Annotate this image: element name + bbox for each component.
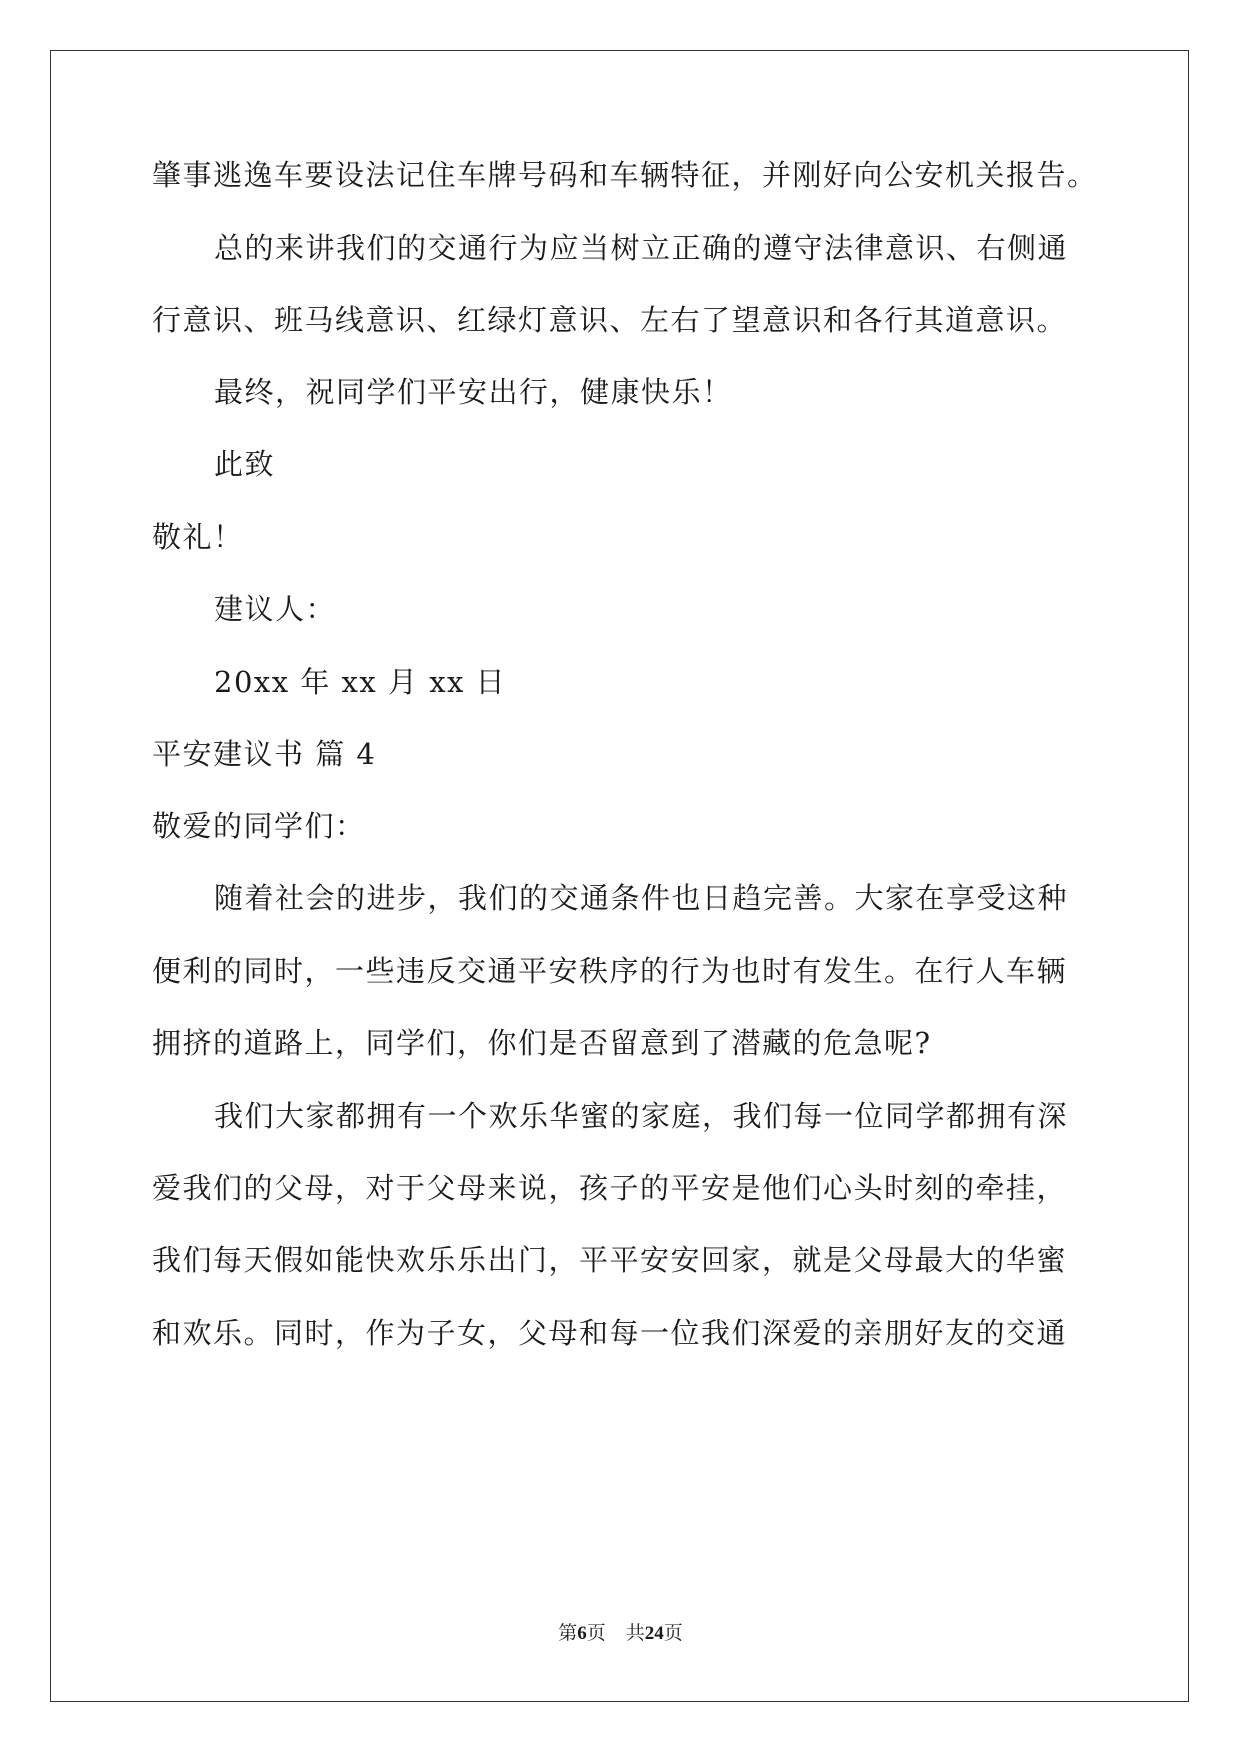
footer-page-prefix: 第 [558, 1623, 578, 1644]
footer-total-suffix: 页 [663, 1623, 683, 1644]
closing-salutation: 此致 [214, 447, 276, 481]
page-footer [0, 1622, 1241, 1646]
footer-page-suffix: 页 [586, 1623, 606, 1644]
paragraph-line: 我们每天假如能快欢乐乐出门，平平安安回家，就是父母最大的华蜜 [152, 1243, 1068, 1277]
paragraph-line: 爱我们的父母，对于父母来说，孩子的平安是他们心头时刻的牵挂， [152, 1171, 1068, 1205]
paragraph-line: 随着社会的进步，我们的交通条件也日趋完善。大家在享受这种 [214, 881, 1069, 915]
date-line: 20xx 年 xx 月 xx 日 [214, 665, 507, 699]
paragraph-line: 肇事逃逸车要设法记住车牌号码和车辆特征，并刚好向公安机关报告。 [152, 158, 1098, 192]
paragraph-line: 和欢乐。同时，作为子女，父母和每一位我们深爱的亲朋好友的交通 [152, 1316, 1068, 1350]
greeting: 敬爱的同学们： [152, 809, 366, 843]
page-border [50, 50, 1189, 1702]
section-heading: 平安建议书 篇 4 [152, 737, 377, 771]
closing-regards: 敬礼！ [152, 520, 244, 554]
footer-page-number: 6 [577, 1623, 587, 1644]
paragraph-line: 我们大家都拥有一个欢乐华蜜的家庭，我们每一位同学都拥有深 [214, 1099, 1069, 1133]
footer-total-pages: 24 [644, 1623, 664, 1644]
paragraph-line: 行意识、班马线意识、红绿灯意识、左右了望意识和各行其道意识。 [152, 303, 1068, 337]
paragraph-line: 拥挤的道路上，同学们，你们是否留意到了潜藏的危急呢? [152, 1026, 932, 1060]
paragraph-line: 总的来讲我们的交通行为应当树立正确的遵守法律意识、右侧通 [214, 231, 1069, 265]
signatory-label: 建议人： [214, 592, 337, 626]
paragraph-line: 便利的同时，一些违反交通平安秩序的行为也时有发生。在行人车辆 [152, 954, 1068, 988]
paragraph-line: 最终，祝同学们平安出行，健康快乐！ [214, 375, 733, 409]
footer-total-prefix: 共 [625, 1623, 645, 1644]
